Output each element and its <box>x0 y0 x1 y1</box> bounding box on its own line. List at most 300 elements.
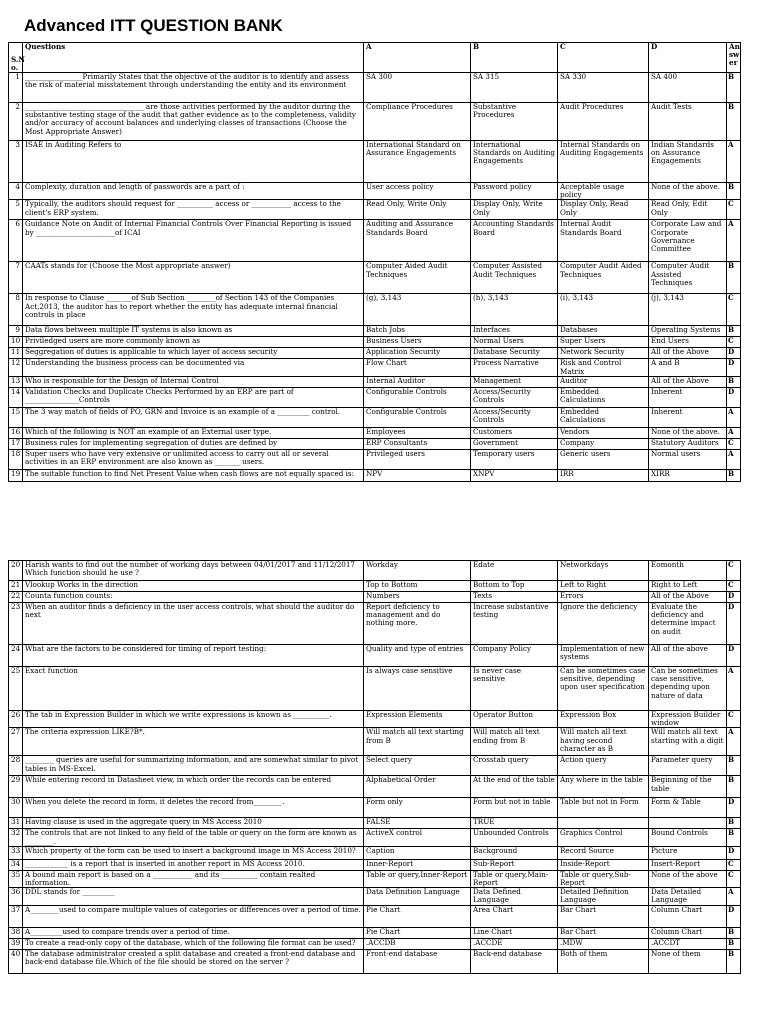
header-b: B <box>471 43 558 73</box>
table-row <box>9 798 741 818</box>
option-a: Read Only, Write Only <box>364 200 471 220</box>
question-table-part1 <box>8 42 741 482</box>
option-d: Right to Left <box>649 581 727 592</box>
option-a: Quality and type of entries <box>364 645 471 667</box>
table-row <box>9 359 741 376</box>
answer: A <box>727 728 741 756</box>
question-number: 26 <box>9 711 23 728</box>
option-b: Process Narrative <box>471 359 558 376</box>
option-a: Batch Jobs <box>364 326 471 337</box>
answer: D <box>727 798 741 818</box>
option-c: Internal Audit Standards Board <box>558 220 649 262</box>
question-number: 30 <box>9 798 23 818</box>
option-b: Government <box>471 438 558 449</box>
table-row <box>9 645 741 667</box>
question-number: 1 <box>9 73 23 103</box>
answer: C <box>727 561 741 581</box>
question-number: 24 <box>9 645 23 667</box>
header-answer: An sw er <box>727 43 741 73</box>
option-b: Edate <box>471 561 558 581</box>
question-text: Which of the following is NOT an example of an External user type. <box>23 427 364 438</box>
question-text: Who is responsible for the Design of Internal Control <box>23 376 364 387</box>
option-d: Insert-Report <box>649 859 727 870</box>
answer: D <box>727 905 741 927</box>
option-b: Table or query,Main-Report <box>471 870 558 887</box>
option-c: Detailed Definition Language <box>558 888 649 905</box>
option-b: Computer Assisted Audit Techniques <box>471 262 558 294</box>
question-number: 32 <box>9 829 23 846</box>
option-a: FALSE <box>364 818 471 829</box>
question-number: 36 <box>9 888 23 905</box>
option-c: Embedded Calculations <box>558 407 649 427</box>
answer: C <box>727 337 741 348</box>
option-a: Application Security <box>364 348 471 359</box>
option-d: All of the Above <box>649 376 727 387</box>
answer: B <box>727 376 741 387</box>
option-c: Any where in the table <box>558 776 649 798</box>
question-number: 28 <box>9 756 23 776</box>
option-c: Expression Box <box>558 711 649 728</box>
option-b: Temporary users <box>471 449 558 469</box>
answer: A <box>727 667 741 711</box>
question-number: 13 <box>9 376 23 387</box>
answer: B <box>727 949 741 973</box>
answer: C <box>727 438 741 449</box>
option-a: Pie Chart <box>364 927 471 938</box>
question-number: 9 <box>9 326 23 337</box>
option-c: Audit Procedures <box>558 103 649 141</box>
question-number: 20 <box>9 561 23 581</box>
option-b: .ACCDE <box>471 938 558 949</box>
option-a: Business Users <box>364 337 471 348</box>
option-c: Databases <box>558 326 649 337</box>
question-number: 21 <box>9 581 23 592</box>
option-c: Risk and Control Matrix <box>558 359 649 376</box>
question-number: 34 <box>9 859 23 870</box>
option-d: (j), 3,143 <box>649 294 727 326</box>
option-c: Table but not in Form <box>558 798 649 818</box>
option-a: Form only <box>364 798 471 818</box>
question-number: 25 <box>9 667 23 711</box>
option-a: Configurable Controls <box>364 407 471 427</box>
option-d: Normal users <box>649 449 727 469</box>
answer: B <box>727 103 741 141</box>
question-text: The criteria expression LIKE?B*. <box>23 728 364 756</box>
option-c: .MDW <box>558 938 649 949</box>
option-d: None of the above <box>649 870 727 887</box>
option-b: Operator Button <box>471 711 558 728</box>
question-number: 35 <box>9 870 23 887</box>
question-text: Business rules for implementing segregation of duties are defined by <box>23 438 364 449</box>
answer: D <box>727 645 741 667</box>
answer: B <box>727 927 741 938</box>
option-d: None of the above. <box>649 183 727 200</box>
table-row <box>9 407 741 427</box>
option-b: Management <box>471 376 558 387</box>
table-row <box>9 294 741 326</box>
option-d: Inherent <box>649 407 727 427</box>
table-row <box>9 326 741 337</box>
option-b: Data Defined Language <box>471 888 558 905</box>
answer: B <box>727 326 741 337</box>
question-number: 17 <box>9 438 23 449</box>
option-d: .ACCDT <box>649 938 727 949</box>
option-b: Password policy <box>471 183 558 200</box>
option-b: Line Chart <box>471 927 558 938</box>
option-d: None of the above. <box>649 427 727 438</box>
option-a: Computer Aided Audit Techniques <box>364 262 471 294</box>
question-number: 31 <box>9 818 23 829</box>
answer: B <box>727 183 741 200</box>
answer: D <box>727 592 741 603</box>
option-c: Internal Standards on Auditing Engagements <box>558 141 649 183</box>
question-number: 5 <box>9 200 23 220</box>
option-d: Read Only, Edit Only <box>649 200 727 220</box>
option-c: (i), 3,143 <box>558 294 649 326</box>
table-row <box>9 756 741 776</box>
question-number: 40 <box>9 949 23 973</box>
question-number: 8 <box>9 294 23 326</box>
option-b: Access/Security Controls <box>471 387 558 407</box>
question-text: The 3 way match of fields of PO, GRN and Invoice is an example of a _________ control. <box>23 407 364 427</box>
table-row <box>9 938 741 949</box>
option-d: XIRR <box>649 469 727 481</box>
question-number: 10 <box>9 337 23 348</box>
option-d: End Users <box>649 337 727 348</box>
question-text: A_________used to compare trends over a period of time. <box>23 927 364 938</box>
question-text: Validation Checks and Duplicate Checks Performed by an ERP are part of _______________Controls <box>23 387 364 407</box>
option-a: Top to Bottom <box>364 581 471 592</box>
table-row <box>9 667 741 711</box>
table-row <box>9 711 741 728</box>
header-sno: S.N o. <box>9 43 23 73</box>
option-c <box>558 818 649 829</box>
option-b: Unbounded Controls <box>471 829 558 846</box>
option-b: Customers <box>471 427 558 438</box>
option-c: Auditor <box>558 376 649 387</box>
header-d: D <box>649 43 727 73</box>
option-a: Internal Auditor <box>364 376 471 387</box>
question-text: Which property of the form can be used to insert a background image in MS Access 2010? <box>23 846 364 859</box>
question-text: Seggregation of duties is applicable to which layer of access security <box>23 348 364 359</box>
option-d: Will match all text starting with a digit <box>649 728 727 756</box>
option-a: Numbers <box>364 592 471 603</box>
question-rows-part1 <box>9 73 741 482</box>
table-row <box>9 888 741 905</box>
question-text: To create a read-only copy of the database, which of the following file format can be used? <box>23 938 364 949</box>
option-a: Data Definition Language <box>364 888 471 905</box>
option-d: Data Detailed Language <box>649 888 727 905</box>
option-b: Area Chart <box>471 905 558 927</box>
option-c: Network Security <box>558 348 649 359</box>
option-a: Compliance Procedures <box>364 103 471 141</box>
header-question: Questions <box>23 43 364 73</box>
question-text: The controls that are not linked to any field of the table or query on the form are known as ________. <box>23 829 364 846</box>
option-a: Inner-Report <box>364 859 471 870</box>
question-number: 3 <box>9 141 23 183</box>
option-a: ERP Consultants <box>364 438 471 449</box>
answer: A <box>727 141 741 183</box>
table-row <box>9 427 741 438</box>
answer: B <box>727 73 741 103</box>
question-text: Exact function <box>23 667 364 711</box>
table-row <box>9 103 741 141</box>
answer: A <box>727 407 741 427</box>
option-c: Left to Right <box>558 581 649 592</box>
option-b: XNPV <box>471 469 558 481</box>
question-text: When you delete the record in form, it deletes the record from________. <box>23 798 364 818</box>
question-number: 33 <box>9 846 23 859</box>
answer: C <box>727 870 741 887</box>
answer: D <box>727 387 741 407</box>
option-c: Company <box>558 438 649 449</box>
answer: C <box>727 859 741 870</box>
question-text: ________ queries are useful for summarizing information, and are somewhat similar to pivot tables in MS-Excel. <box>23 756 364 776</box>
option-a: Select query <box>364 756 471 776</box>
question-text: Having clause is used in the aggregate query in MS Access 2010 <box>23 818 364 829</box>
table-header-row <box>9 43 741 73</box>
table-row <box>9 846 741 859</box>
question-text: The database administrator created a split database and created a front-end database and back-end database file.Which of the file should be stored on the server ? <box>23 949 364 973</box>
option-b: Normal Users <box>471 337 558 348</box>
option-c: Errors <box>558 592 649 603</box>
question-number: 19 <box>9 469 23 481</box>
question-number: 23 <box>9 603 23 645</box>
table-row <box>9 728 741 756</box>
question-number: 2 <box>9 103 23 141</box>
answer: C <box>727 711 741 728</box>
option-d: A and B <box>649 359 727 376</box>
question-text: When an auditor finds a deficiency in the user access controls, what should the auditor do next <box>23 603 364 645</box>
option-b: Will match all text ending from B <box>471 728 558 756</box>
answer: B <box>727 776 741 798</box>
option-c: Bar Chart <box>558 905 649 927</box>
question-text: _________________________________ are those activities performed by the auditor during the substantive testing stage of the audit that gather evidence as to the completeness, validity and/or accuracy of account balances and underlying classes of transactions (Choose the Most Appropriate Answer) <box>23 103 364 141</box>
option-c: Can be sometimes case sensitive, depending upon user specification <box>558 667 649 711</box>
option-b: Access/Security Controls <box>471 407 558 427</box>
option-d: SA 400 <box>649 73 727 103</box>
option-d: Column Chart <box>649 905 727 927</box>
answer: D <box>727 359 741 376</box>
option-d: Parameter query <box>649 756 727 776</box>
question-text: Harish wants to find out the number of working days between 04/01/2017 and 11/12/2017 Which function should he use ? <box>23 561 364 581</box>
option-c: Super Users <box>558 337 649 348</box>
question-text: The tab in Expression Builder in which we write expressions is known as __________. <box>23 711 364 728</box>
option-d: Inherent <box>649 387 727 407</box>
option-b: Back-end database <box>471 949 558 973</box>
question-number: 12 <box>9 359 23 376</box>
answer: C <box>727 294 741 326</box>
table-row <box>9 376 741 387</box>
answer: A <box>727 427 741 438</box>
question-text: ____________ is a report that is inserted in another report in MS Access 2010. <box>23 859 364 870</box>
table-row <box>9 870 741 887</box>
option-c: Ignore the deficiency <box>558 603 649 645</box>
question-number: 38 <box>9 927 23 938</box>
table-row <box>9 859 741 870</box>
option-b: TRUE <box>471 818 558 829</box>
option-b: Background <box>471 846 558 859</box>
question-number: 18 <box>9 449 23 469</box>
option-a: Alphabetical Order <box>364 776 471 798</box>
table-row <box>9 348 741 359</box>
table-row <box>9 829 741 846</box>
page-title: Advanced ITT QUESTION BANK <box>24 16 283 35</box>
option-a: (g), 3,143 <box>364 294 471 326</box>
question-rows-part2 <box>9 561 741 974</box>
answer: B <box>727 818 741 829</box>
question-number: 39 <box>9 938 23 949</box>
option-a: SA 300 <box>364 73 471 103</box>
question-table-part2 <box>8 560 741 974</box>
table-row <box>9 438 741 449</box>
answer: D <box>727 603 741 645</box>
question-text: Priviledged users are more commonly known as <box>23 337 364 348</box>
table-row <box>9 220 741 262</box>
table-row <box>9 73 741 103</box>
question-text: Typically, the auditors should request for __________ access or ___________ access to the client's ERP system. <box>23 200 364 220</box>
question-text: Understanding the business process can be documented via <box>23 359 364 376</box>
question-number: 22 <box>9 592 23 603</box>
option-c: Inside-Report <box>558 859 649 870</box>
option-c: Vendors <box>558 427 649 438</box>
header-a: A <box>364 43 471 73</box>
option-d: Expression Builder window <box>649 711 727 728</box>
answer: B <box>727 829 741 846</box>
question-number: 14 <box>9 387 23 407</box>
option-d: Operating Systems <box>649 326 727 337</box>
option-a: Table or query,Inner-Report <box>364 870 471 887</box>
option-c: Implementation of new systems <box>558 645 649 667</box>
option-d: Beginning of the table <box>649 776 727 798</box>
option-d: Corporate Law and Corporate Governance Committee <box>649 220 727 262</box>
answer: A <box>727 888 741 905</box>
option-b: Display Only, Write Only <box>471 200 558 220</box>
option-c: Embedded Calculations <box>558 387 649 407</box>
option-b: Interfaces <box>471 326 558 337</box>
question-text: A bound main report is based on a ___________ and its __________ contain realted information. <box>23 870 364 887</box>
option-c: Record Source <box>558 846 649 859</box>
option-a: Employees <box>364 427 471 438</box>
question-text: CAATs stands for (Choose the Most appropriate answer) <box>23 262 364 294</box>
header-c: C <box>558 43 649 73</box>
option-a: Will match all text starting from B <box>364 728 471 756</box>
option-b: Is never case sensitive <box>471 667 558 711</box>
option-d <box>649 818 727 829</box>
option-b: Substantive Procedures <box>471 103 558 141</box>
option-d: All of the Above <box>649 592 727 603</box>
option-c: Will match all text having second character as B <box>558 728 649 756</box>
table-row <box>9 949 741 973</box>
answer: C <box>727 581 741 592</box>
answer: C <box>727 200 741 220</box>
option-c: IRR <box>558 469 649 481</box>
option-c: Bar Chart <box>558 927 649 938</box>
question-text: ISAE in Auditing Refers to <box>23 141 364 183</box>
option-c: SA 330 <box>558 73 649 103</box>
question-text: The suitable function to find Net Present Value when cash flows are not equally spaced is: <box>23 469 364 481</box>
option-a: .ACCDB <box>364 938 471 949</box>
question-number: 7 <box>9 262 23 294</box>
answer: B <box>727 469 741 481</box>
option-b: Crosstab query <box>471 756 558 776</box>
option-b: Sub-Report <box>471 859 558 870</box>
option-b: (h), 3,143 <box>471 294 558 326</box>
option-b: Bottom to Top <box>471 581 558 592</box>
option-c: Generic users <box>558 449 649 469</box>
option-a: Caption <box>364 846 471 859</box>
question-number: 15 <box>9 407 23 427</box>
question-number: 29 <box>9 776 23 798</box>
table-row <box>9 603 741 645</box>
table-row <box>9 469 741 481</box>
table-row <box>9 561 741 581</box>
option-b: Texts <box>471 592 558 603</box>
option-d: Evaluate the deficiency and determine impact on audit <box>649 603 727 645</box>
option-a: Front-end database <box>364 949 471 973</box>
option-a: ActiveX control <box>364 829 471 846</box>
table-row <box>9 592 741 603</box>
table-row <box>9 183 741 200</box>
answer: D <box>727 348 741 359</box>
option-d: Bound Controls <box>649 829 727 846</box>
option-b: At the end of the table <box>471 776 558 798</box>
question-text: What are the factors to be considered for timing of report testing: <box>23 645 364 667</box>
option-a: Auditing and Assurance Standards Board <box>364 220 471 262</box>
question-text: Data flows between multiple IT systems is also known as <box>23 326 364 337</box>
option-d: Eomonth <box>649 561 727 581</box>
option-d: Audit Tests <box>649 103 727 141</box>
question-number: 6 <box>9 220 23 262</box>
question-text: While entering record in Datasheet view, in which order the records can be entered <box>23 776 364 798</box>
question-text: Complexity, duration and length of passwords are a part of : <box>23 183 364 200</box>
option-b: SA 315 <box>471 73 558 103</box>
table-row <box>9 581 741 592</box>
question-number: 11 <box>9 348 23 359</box>
option-d: Computer Audit Assisted Techniques <box>649 262 727 294</box>
option-d: Form & Table <box>649 798 727 818</box>
option-d: Column Chart <box>649 927 727 938</box>
option-b: Database Security <box>471 348 558 359</box>
option-a: International Standard on Assurance Engagements <box>364 141 471 183</box>
option-c: Graphics Control <box>558 829 649 846</box>
question-text: Vlookup Works in the direction <box>23 581 364 592</box>
question-text: A________used to compare multiple values of categories or differences over a period of time. <box>23 905 364 927</box>
question-number: 4 <box>9 183 23 200</box>
option-d: All of the Above <box>649 348 727 359</box>
question-text: Counta function counts: <box>23 592 364 603</box>
option-a: User access policy <box>364 183 471 200</box>
table-row <box>9 141 741 183</box>
question-number: 27 <box>9 728 23 756</box>
option-a: Is always case sensitive <box>364 667 471 711</box>
question-text: Guidance Note on Audit of Internal Financial Controls Over Financial Reporting is issued by ______________________of ICAI <box>23 220 364 262</box>
question-text: Super users who have very extensive or unlimited access to carry out all or several activities in an ERP environment are also known as _______ users. <box>23 449 364 469</box>
option-b: Company Policy <box>471 645 558 667</box>
option-b: Accounting Standards Board <box>471 220 558 262</box>
option-a: Expression Elements <box>364 711 471 728</box>
option-b: International Standards on Auditing Engagements <box>471 141 558 183</box>
option-c: Table or query,Sub-Report <box>558 870 649 887</box>
answer: A <box>727 220 741 262</box>
option-b: Increase substantive testing <box>471 603 558 645</box>
option-a: Report deficiency to management and do nothing more. <box>364 603 471 645</box>
option-c: Action query <box>558 756 649 776</box>
question-text: DDL stands for _________ <box>23 888 364 905</box>
table-row <box>9 337 741 348</box>
table-row <box>9 262 741 294</box>
question-text: In response to Clause _______of Sub Section ________of Section 143 of the Companies Act,2013, the auditor has to report whether the entity has adequate internal financial controls in place <box>23 294 364 326</box>
